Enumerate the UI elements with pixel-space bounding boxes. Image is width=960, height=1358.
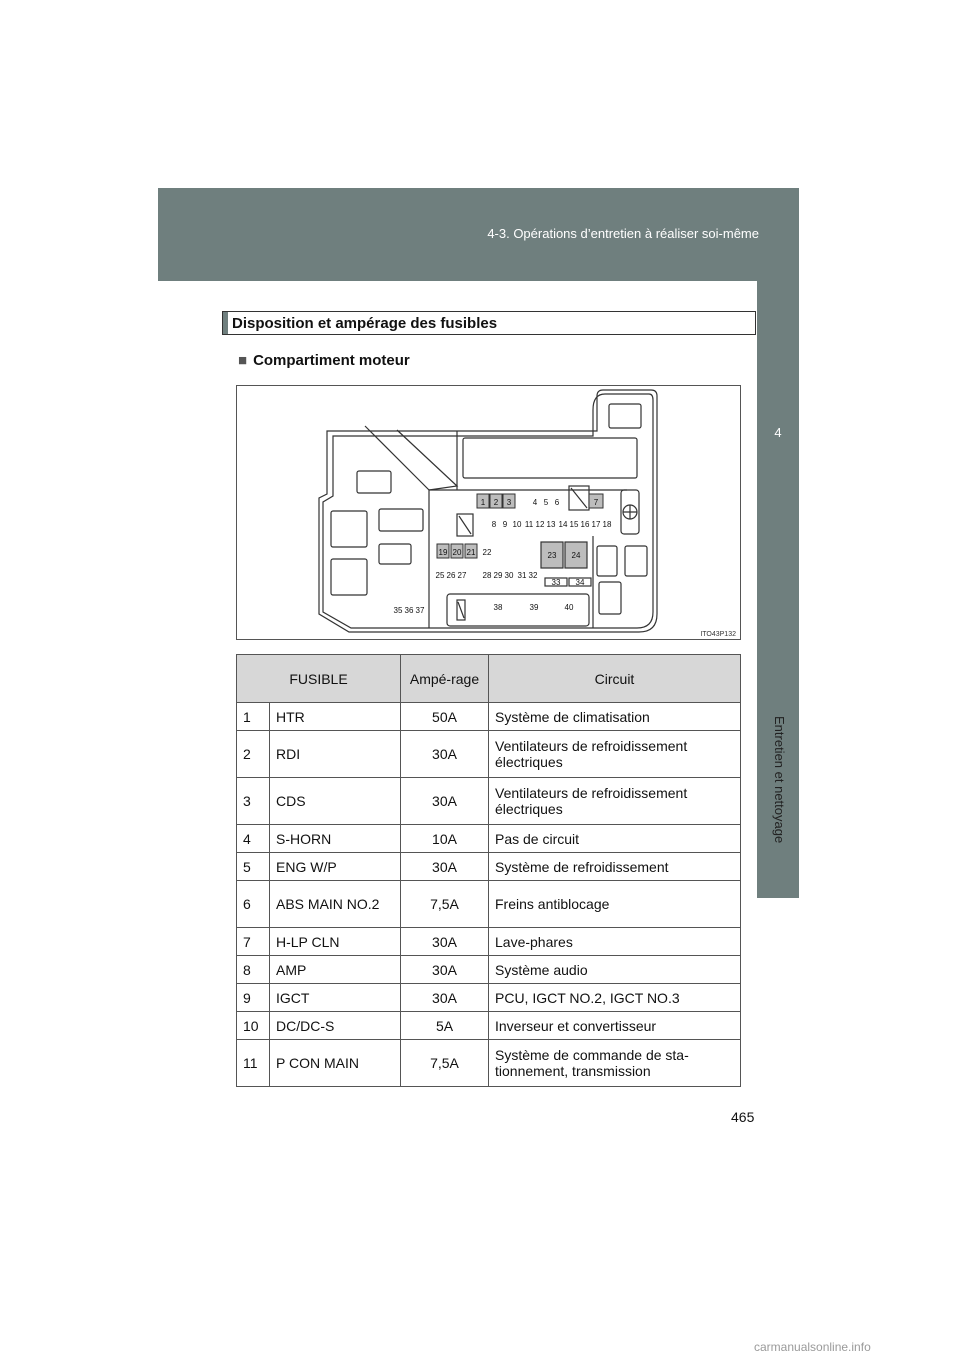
col-header-circuit: Circuit <box>489 655 741 703</box>
subheading <box>238 352 410 369</box>
fuse-circuit: Pas de circuit <box>489 825 741 853</box>
fuse-amperage: 7,5A <box>401 1040 489 1087</box>
table-row <box>237 928 741 956</box>
fuse-label: 9 <box>502 520 508 529</box>
fuse-label: 38 <box>493 603 503 612</box>
fuse-name: DC/DC-S <box>270 1012 401 1040</box>
fuse-circuit: Ventilateurs de refroidissement électriques <box>489 778 741 825</box>
fuse-label: 30 <box>504 571 514 580</box>
chapter-number: 4 <box>774 425 782 440</box>
fuse-circuit: Lave-phares <box>489 928 741 956</box>
fuse-name: S-HORN <box>270 825 401 853</box>
fuse-label: 31 <box>517 571 527 580</box>
fuse-label: 7 <box>593 498 599 507</box>
fuse-name: ABS MAIN NO.2 <box>270 881 401 928</box>
subheading-text: Compartiment moteur <box>253 352 410 369</box>
table-row <box>237 778 741 825</box>
fuse-name: RDI <box>270 731 401 778</box>
fuse-label: 36 <box>404 606 414 615</box>
fuse-label: 29 <box>493 571 503 580</box>
table-row <box>237 1012 741 1040</box>
table-row <box>237 956 741 984</box>
watermark: carmanualsonline.info <box>754 1340 871 1354</box>
fuse-label: 11 <box>524 520 534 529</box>
side-tab <box>757 281 799 898</box>
chapter-label: Entretien et nettoyage <box>772 716 787 844</box>
fuse-label: 6 <box>554 498 560 507</box>
fuse-label: 32 <box>528 571 538 580</box>
fuse-number: 7 <box>237 928 270 956</box>
fuse-name: P CON MAIN <box>270 1040 401 1087</box>
fuse-name: HTR <box>270 703 401 731</box>
col-header-amperage: Ampé-rage <box>401 655 489 703</box>
fuse-label: 13 <box>546 520 556 529</box>
fuse-amperage: 5A <box>401 1012 489 1040</box>
fuse-label: 2 <box>493 498 499 507</box>
fuse-amperage: 30A <box>401 984 489 1012</box>
fuse-label: 5 <box>543 498 549 507</box>
fuse-number: 2 <box>237 731 270 778</box>
fuse-number: 3 <box>237 778 270 825</box>
fuse-number: 8 <box>237 956 270 984</box>
fuse-label: 37 <box>415 606 425 615</box>
fuse-name: AMP <box>270 956 401 984</box>
fuse-number: 9 <box>237 984 270 1012</box>
fuse-circuit: Système audio <box>489 956 741 984</box>
fuse-table <box>236 654 741 1087</box>
fuse-number: 1 <box>237 703 270 731</box>
fuse-label: 12 <box>535 520 545 529</box>
square-bullet-icon: ■ <box>238 352 248 369</box>
fuse-label: 40 <box>564 603 574 612</box>
fuse-label: 25 <box>435 571 445 580</box>
table-row <box>237 703 741 731</box>
fuse-name: H-LP CLN <box>270 928 401 956</box>
fuse-label: 28 <box>482 571 492 580</box>
fuse-circuit: Système de climatisation <box>489 703 741 731</box>
fuse-label: 15 <box>569 520 579 529</box>
table-header-row <box>237 655 741 703</box>
fuse-amperage: 30A <box>401 853 489 881</box>
header-band <box>158 188 799 281</box>
fuse-number: 6 <box>237 881 270 928</box>
table-row <box>237 881 741 928</box>
fuse-circuit: PCU, IGCT NO.2, IGCT NO.3 <box>489 984 741 1012</box>
fuse-number: 11 <box>237 1040 270 1087</box>
fuse-number: 4 <box>237 825 270 853</box>
col-header-fuse: FUSIBLE <box>237 655 401 703</box>
fuse-label: 14 <box>558 520 568 529</box>
fuse-label: 20 <box>452 548 462 557</box>
fuse-circuit: Système de commande de sta-tionnement, transmission <box>489 1040 741 1087</box>
fuse-label: 17 <box>591 520 601 529</box>
fuse-circuit: Freins antiblocage <box>489 881 741 928</box>
fuse-name: IGCT <box>270 984 401 1012</box>
fuse-label: 19 <box>438 548 448 557</box>
fuse-label: 34 <box>575 578 585 587</box>
fuse-label: 10 <box>512 520 522 529</box>
fuse-label: 24 <box>571 551 581 560</box>
fuse-label: 8 <box>491 520 497 529</box>
fuse-label: 4 <box>532 498 538 507</box>
fuse-box-diagram <box>236 385 741 640</box>
fuse-box-drawing <box>237 386 740 639</box>
fuse-number: 10 <box>237 1012 270 1040</box>
section-header: 4-3. Opérations d’entretien à réaliser soi-même <box>487 226 759 241</box>
fuse-label: 21 <box>466 548 476 557</box>
fuse-label: 3 <box>506 498 512 507</box>
fuse-amperage: 30A <box>401 928 489 956</box>
fuse-number: 5 <box>237 853 270 881</box>
fuse-name: ENG W/P <box>270 853 401 881</box>
section-title <box>222 311 756 335</box>
fuse-label: 26 <box>446 571 456 580</box>
fuse-label: 35 <box>393 606 403 615</box>
fuse-label: 33 <box>551 578 561 587</box>
table-row <box>237 731 741 778</box>
fuse-circuit: Ventilateurs de refroidissement électriques <box>489 731 741 778</box>
fuse-label: 1 <box>480 498 486 507</box>
fuse-label: 27 <box>457 571 467 580</box>
fuse-amperage: 50A <box>401 703 489 731</box>
fuse-amperage: 30A <box>401 731 489 778</box>
fuse-label: 39 <box>529 603 539 612</box>
table-row <box>237 984 741 1012</box>
section-title-bar <box>223 312 228 334</box>
fuse-amperage: 10A <box>401 825 489 853</box>
table-row <box>237 825 741 853</box>
fuse-amperage: 30A <box>401 956 489 984</box>
table-row <box>237 853 741 881</box>
fuse-label: 18 <box>602 520 612 529</box>
fuse-name: CDS <box>270 778 401 825</box>
section-title-text: Disposition et ampérage des fusibles <box>232 315 498 332</box>
fuse-circuit: Inverseur et convertisseur <box>489 1012 741 1040</box>
fuse-label: 22 <box>482 548 492 557</box>
fuse-label: 23 <box>547 551 557 560</box>
page-number: 465 <box>731 1109 755 1125</box>
fuse-amperage: 7,5A <box>401 881 489 928</box>
fuse-label: 16 <box>580 520 590 529</box>
fuse-amperage: 30A <box>401 778 489 825</box>
table-row <box>237 1040 741 1087</box>
diagram-code: ITO43P132 <box>700 631 736 638</box>
fuse-circuit: Système de refroidissement <box>489 853 741 881</box>
